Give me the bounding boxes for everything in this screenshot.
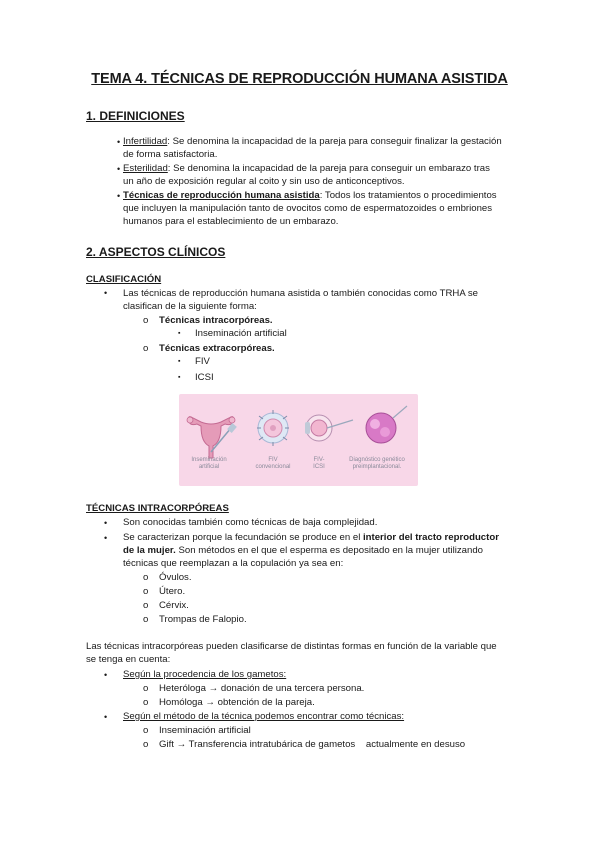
caption-line: preimplantacional.: [352, 464, 402, 470]
square-marker: ▪: [178, 330, 181, 337]
definition-text: : Se denomina la incapacidad de la pareja para conseguir finalizar la gestación: [167, 136, 502, 147]
clasificacion-paragraph: Las técnicas intracorpóreas pueden clasificarse de distintas formas en función de la variable que: [86, 641, 497, 652]
caption-line: convencional: [255, 464, 291, 470]
criterio-procedencia: Según la procedencia de los gametos:: [123, 669, 287, 680]
circle-marker: o: [143, 572, 149, 583]
item-tecnicas-intracorporeas: Técnicas intracorpóreas.: [159, 315, 273, 326]
icsi-injection-icon: [305, 415, 353, 441]
clasificacion-intro: Las técnicas de reproducción humana asistida o también conocidas como TRHA se: [123, 288, 478, 299]
item-tecnicas-extracorporeas: Técnicas extracorpóreas.: [159, 343, 275, 354]
place-cervix: Cérvix.: [159, 600, 189, 611]
circle-marker: o: [143, 683, 149, 694]
text-run: Son métodos en el que el esperma es depositado en la mujer utilizando: [175, 545, 483, 556]
clasificacion-intro-cont: clasifican de la siguiente forma:: [123, 301, 257, 312]
subheading-tecnicas-intracorporeas: TÉCNICAS INTRACORPÓREAS: [86, 503, 229, 514]
item-fiv: FIV: [195, 356, 210, 367]
bullet: •: [117, 137, 121, 147]
definition-trha: [123, 189, 497, 202]
circle-marker: o: [143, 697, 149, 708]
uterus-icon: [187, 417, 237, 458]
text-run: Se caracterizan porque la fecundación se produce en el: [123, 532, 363, 543]
square-marker: ▪: [178, 374, 181, 381]
section-heading-aspectos-clinicos: 2. ASPECTOS CLÍNICOS: [86, 245, 226, 259]
place-utero: Útero.: [159, 586, 186, 597]
text-bold: de la mujer.: [123, 545, 176, 556]
place-ovulos: Óvulos.: [159, 572, 192, 583]
circle-marker: o: [143, 586, 149, 597]
circle-marker: o: [143, 739, 149, 750]
bullet: •: [117, 191, 121, 201]
square-marker: ▪: [178, 358, 181, 365]
criterio-metodo: Según el método de la técnica podemos encontrar como técnicas:: [123, 711, 405, 722]
subheading-clasificacion: CLASIFICACIÓN: [86, 274, 162, 285]
caption-line: ICSI: [313, 464, 325, 470]
circle-marker: o: [143, 614, 149, 625]
caption-icsi: [303, 457, 335, 471]
definition-esterilidad: [123, 162, 490, 175]
text-bold: interior del tracto reproductor: [363, 532, 499, 543]
caption-line: FIV: [268, 457, 278, 463]
section-heading-definiciones: 1. DEFINICIONES: [86, 109, 185, 123]
egg-sperm-icon: [257, 410, 289, 446]
bullet: •: [104, 712, 108, 722]
intracorporeas-baja-complejidad: Son conocidas también como técnicas de baja complejidad.: [123, 517, 378, 528]
term-infertilidad: Infertilidad: [123, 136, 168, 147]
caption-line: Diagnóstico genético: [349, 457, 405, 463]
definition-text: : Todos los tratamientos o procedimientos: [319, 190, 497, 201]
circle-marker: o: [143, 343, 149, 354]
intracorporeas-fecundacion-cont: [123, 544, 483, 557]
term-trha: Técnicas de reproducción humana asistida: [123, 190, 320, 201]
definition-esterilidad-cont: un año de exposición regular al coito y sin uso de anticonceptivos.: [123, 176, 405, 187]
bullet: •: [104, 533, 108, 543]
definition-infertilidad-cont: de forma satisfactoria.: [123, 149, 218, 160]
item-inseminacion-artificial-2: Inseminación artificial: [159, 725, 251, 736]
definition-trha-cont: que incluyen la manipulación tanto de ovocitos como de espermatozoides o embriones: [123, 203, 493, 214]
embryo-biopsy-icon: [366, 406, 407, 443]
definition-infertilidad: [123, 135, 502, 148]
caption-line: FIV-: [313, 457, 325, 463]
figure-illustrations: [179, 394, 418, 486]
item-gift: Gift → Transferencia intratubárica de gametos actualmente en desuso: [159, 739, 466, 750]
term-esterilidad: Esterilidad: [123, 163, 168, 174]
bullet: •: [117, 164, 121, 174]
caption-dgp: [339, 457, 415, 471]
caption-inseminacion: [183, 457, 235, 471]
item-inseminacion-artificial: Inseminación artificial: [195, 328, 287, 339]
circle-marker: o: [143, 600, 149, 611]
page-title: TEMA 4. TÉCNICAS DE REPRODUCCIÓN HUMANA ASISTIDA: [91, 71, 508, 87]
place-trompas: Trompas de Falopio.: [159, 614, 247, 625]
caption-fiv: [247, 457, 299, 471]
circle-marker: o: [143, 315, 149, 326]
intracorporeas-fecundacion: [123, 531, 499, 544]
item-heterologa: Heteróloga → donación de una tercera persona.: [159, 683, 365, 694]
item-icsi: ICSI: [195, 372, 214, 383]
item-homologa: Homóloga → obtención de la pareja.: [159, 697, 315, 708]
caption-line: artificial: [198, 464, 220, 470]
definition-text: : Se denomina la incapacidad de la pareja para conseguir un embarazo tras: [167, 163, 490, 174]
caption-line: Inseminación: [191, 457, 227, 463]
definition-trha-cont2: humanos para el establecimiento de un embarazo.: [123, 216, 339, 227]
bullet: •: [104, 670, 108, 680]
intracorporeas-fecundacion-cont2: técnicas que reemplazan a la copulación ya sea en:: [123, 558, 344, 569]
bullet: •: [104, 518, 108, 528]
bullet: •: [104, 288, 108, 298]
circle-marker: o: [143, 725, 149, 736]
clasificacion-paragraph-cont: se tenga en cuenta:: [86, 654, 171, 665]
trha-techniques-figure: [179, 394, 418, 486]
